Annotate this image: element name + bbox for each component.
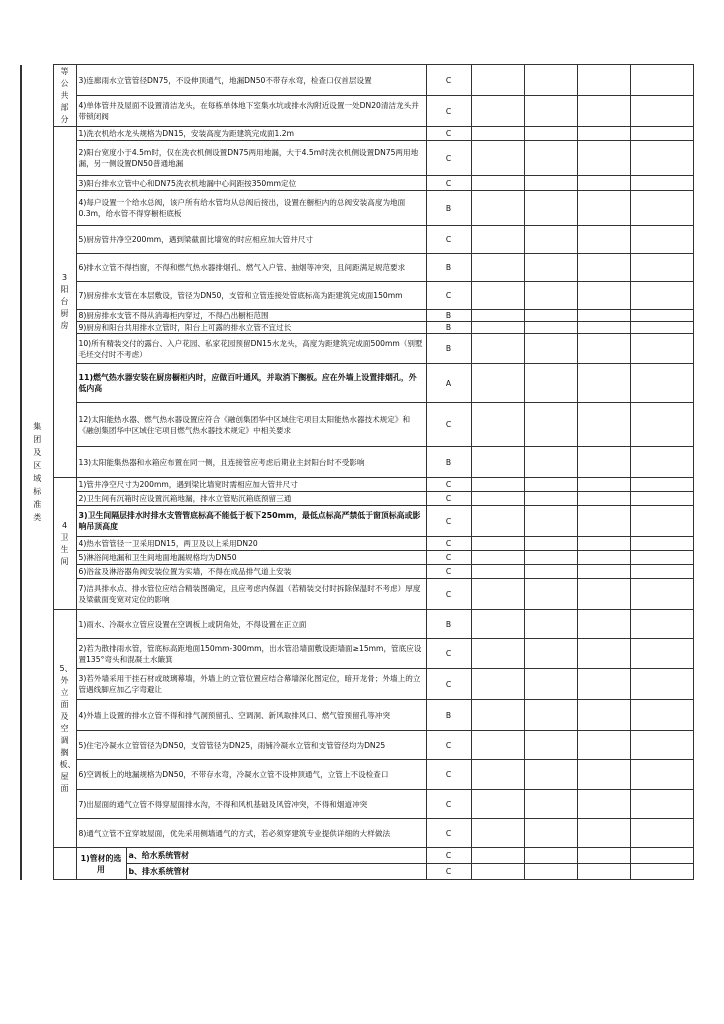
blank-cell bbox=[577, 790, 630, 819]
grade-cell: B bbox=[426, 447, 471, 478]
requirement-text: 4)外墙上设置的排水立管不得和排气洞预留孔、空调洞、新风取排风口、燃气管预留孔等冲突 bbox=[76, 700, 426, 731]
table-row bbox=[21, 334, 693, 364]
blank-cell bbox=[471, 848, 524, 864]
section-title: 3阳台厨房 bbox=[60, 273, 69, 330]
blank-cell bbox=[630, 760, 693, 790]
blank-cell bbox=[471, 669, 524, 700]
blank-cell bbox=[630, 65, 693, 96]
requirement-text: 12)太阳能热水器、燃气热水器设置应符合《融创集团华中区域住宅项目太阳能热水器技术规定》和《融创集团华中区域住宅项目燃气热水器技术规定》中相关要求 bbox=[76, 403, 426, 447]
requirement-text: 6)排水立管不得挡窗，不得和燃气热水器排烟孔、燃气入户管、抽烟等冲突，且间距满足规范要求 bbox=[76, 254, 426, 282]
blank-cell bbox=[577, 492, 630, 506]
grade-cell: C bbox=[426, 639, 471, 669]
grade-cell: C bbox=[426, 65, 471, 96]
grade-cell: B bbox=[426, 191, 471, 226]
requirement-text: 9)厨房和阳台共用排水立管时，阳台上可露的排水立管不宜过长 bbox=[76, 322, 426, 334]
blank-cell bbox=[630, 506, 693, 537]
blank-cell bbox=[471, 551, 524, 565]
blank-cell bbox=[577, 310, 630, 322]
requirement-text: 4)每户设置一个给水总阀，该户所有给水管均从总阀后接出，设置在橱柜内的总阀安装高度为地面0.3m，给水管不得穿橱柜底板 bbox=[76, 191, 426, 226]
blank-cell bbox=[471, 403, 524, 447]
grade-cell: C bbox=[426, 226, 471, 254]
blank-cell bbox=[577, 141, 630, 176]
blank-cell bbox=[577, 639, 630, 669]
requirement-text: 4)热水管管径一卫采用DN15，两卫及以上采用DN20 bbox=[76, 537, 426, 551]
blank-cell bbox=[524, 700, 577, 731]
grade-cell: C bbox=[426, 579, 471, 610]
blank-cell bbox=[471, 492, 524, 506]
standards-table bbox=[20, 64, 692, 880]
category-label: 集团及区域标准类 bbox=[33, 422, 42, 522]
blank-cell bbox=[630, 731, 693, 760]
grade-cell: C bbox=[426, 478, 471, 492]
blank-cell bbox=[577, 96, 630, 127]
table-row bbox=[21, 700, 693, 731]
table-row bbox=[21, 447, 693, 478]
table-row bbox=[21, 403, 693, 447]
blank-cell bbox=[630, 669, 693, 700]
blank-cell bbox=[524, 176, 577, 191]
blank-cell bbox=[577, 565, 630, 579]
section-title: 4卫生间 bbox=[60, 520, 69, 566]
blank-cell bbox=[471, 478, 524, 492]
grade-cell: C bbox=[426, 537, 471, 551]
blank-cell bbox=[471, 282, 524, 310]
blank-cell bbox=[471, 610, 524, 639]
blank-cell bbox=[577, 610, 630, 639]
blank-cell bbox=[577, 403, 630, 447]
table-row bbox=[21, 848, 693, 864]
requirement-text: 6)浴盆及淋浴器角阀安装位置为实墙，不得在成品排气道上安装 bbox=[76, 565, 426, 579]
blank-cell bbox=[524, 191, 577, 226]
blank-cell bbox=[524, 565, 577, 579]
blank-cell bbox=[471, 579, 524, 610]
blank-cell bbox=[524, 364, 577, 403]
table-row bbox=[21, 322, 693, 334]
blank-cell bbox=[471, 760, 524, 790]
blank-cell bbox=[630, 364, 693, 403]
requirement-text: 7)洁具排水点、排水管位应结合精装图确定，且应考虑内保温（若精装交付时拆除保温时不考虑）厚度及梁截面变宽对定位的影响 bbox=[76, 579, 426, 610]
blank-cell bbox=[524, 127, 577, 141]
blank-cell bbox=[630, 565, 693, 579]
blank-cell bbox=[471, 731, 524, 760]
blank-cell bbox=[630, 96, 693, 127]
section-title-cell bbox=[53, 478, 76, 610]
grade-cell: B bbox=[426, 254, 471, 282]
section-title-cell bbox=[53, 65, 76, 127]
grade-cell: C bbox=[426, 669, 471, 700]
blank-cell bbox=[471, 639, 524, 669]
blank-cell bbox=[630, 334, 693, 364]
blank-cell bbox=[524, 506, 577, 537]
blank-cell bbox=[471, 506, 524, 537]
blank-cell bbox=[577, 127, 630, 141]
grade-cell: C bbox=[426, 506, 471, 537]
blank-cell bbox=[630, 478, 693, 492]
grade-cell: C bbox=[426, 848, 471, 864]
blank-cell bbox=[630, 639, 693, 669]
requirement-text: 1)雨水、冷凝水立管应设置在空调板上或阴角处，不得设置在正立面 bbox=[76, 610, 426, 639]
table-row bbox=[21, 96, 693, 127]
blank-cell bbox=[630, 127, 693, 141]
spec-table bbox=[20, 64, 694, 880]
blank-cell bbox=[630, 700, 693, 731]
blank-cell bbox=[577, 760, 630, 790]
blank-cell bbox=[524, 819, 577, 848]
blank-cell bbox=[577, 506, 630, 537]
blank-cell bbox=[524, 141, 577, 176]
requirement-text: 6)空调板上的地漏规格为DN50，不带存水弯，冷凝水立管不设伸顶通气，立管上不设检查口 bbox=[76, 760, 426, 790]
table-row bbox=[21, 537, 693, 551]
table-row bbox=[21, 254, 693, 282]
grade-cell: C bbox=[426, 760, 471, 790]
table-row bbox=[21, 610, 693, 639]
blank-cell bbox=[630, 492, 693, 506]
grade-cell: C bbox=[426, 731, 471, 760]
requirement-text: b、排水系统管材 bbox=[126, 864, 426, 880]
requirement-text: a、给水系统管材 bbox=[126, 848, 426, 864]
blank-cell bbox=[471, 819, 524, 848]
blank-cell bbox=[630, 226, 693, 254]
section-title-cell bbox=[53, 848, 76, 880]
blank-cell bbox=[577, 579, 630, 610]
blank-cell bbox=[524, 478, 577, 492]
blank-cell bbox=[524, 790, 577, 819]
grade-cell: C bbox=[426, 127, 471, 141]
blank-cell bbox=[630, 310, 693, 322]
blank-cell bbox=[630, 403, 693, 447]
blank-cell bbox=[577, 700, 630, 731]
table-row bbox=[21, 492, 693, 506]
grade-cell: C bbox=[426, 141, 471, 176]
blank-cell bbox=[524, 403, 577, 447]
blank-cell bbox=[577, 551, 630, 565]
table-row bbox=[21, 310, 693, 322]
table-row bbox=[21, 760, 693, 790]
blank-cell bbox=[577, 819, 630, 848]
blank-cell bbox=[471, 176, 524, 191]
blank-cell bbox=[524, 322, 577, 334]
blank-cell bbox=[471, 334, 524, 364]
blank-cell bbox=[524, 310, 577, 322]
blank-cell bbox=[630, 282, 693, 310]
table-row bbox=[21, 565, 693, 579]
requirement-text: 2)卫生间有沉箱时应设置沉箱地漏，排水立管贴沉箱底预留三通 bbox=[76, 492, 426, 506]
table-row bbox=[21, 65, 693, 96]
grade-cell: C bbox=[426, 565, 471, 579]
blank-cell bbox=[524, 334, 577, 364]
blank-cell bbox=[577, 254, 630, 282]
grade-cell: B bbox=[426, 334, 471, 364]
blank-cell bbox=[471, 141, 524, 176]
table-row bbox=[21, 639, 693, 669]
blank-cell bbox=[471, 322, 524, 334]
grade-cell: B bbox=[426, 310, 471, 322]
table-row bbox=[21, 579, 693, 610]
blank-cell bbox=[471, 700, 524, 731]
table-row bbox=[21, 819, 693, 848]
blank-cell bbox=[630, 579, 693, 610]
blank-cell bbox=[524, 848, 577, 864]
requirement-text: 3)若外墙采用干挂石材或玻璃幕墙，外墙上的立管位置应结合幕墙深化图定位，暗开龙骨；外墙上的立管遇线脚应加乙字弯避让 bbox=[76, 669, 426, 700]
blank-cell bbox=[577, 364, 630, 403]
blank-cell bbox=[471, 864, 524, 880]
blank-cell bbox=[630, 322, 693, 334]
blank-cell bbox=[524, 864, 577, 880]
blank-cell bbox=[630, 191, 693, 226]
grade-cell: B bbox=[426, 322, 471, 334]
blank-cell bbox=[577, 848, 630, 864]
blank-cell bbox=[471, 127, 524, 141]
requirement-text: 11)燃气热水器安装在厨房橱柜内时，应做百叶通风，并取消下搁板。应在外墙上设置排烟孔，外低内高 bbox=[76, 364, 426, 403]
requirement-text: 7)出屋面的通气立管不得穿屋面排水沟，不得和风机基础及风管冲突，不得和烟道冲突 bbox=[76, 790, 426, 819]
blank-cell bbox=[524, 760, 577, 790]
section-title-cell bbox=[53, 610, 76, 848]
grade-cell: C bbox=[426, 492, 471, 506]
blank-cell bbox=[577, 226, 630, 254]
table-row bbox=[21, 364, 693, 403]
blank-cell bbox=[471, 790, 524, 819]
table-row bbox=[21, 141, 693, 176]
table-row bbox=[21, 669, 693, 700]
blank-cell bbox=[630, 447, 693, 478]
blank-cell bbox=[524, 610, 577, 639]
requirement-text: 8)通气立管不宜穿坡屋面，优先采用侧墙通气的方式，若必须穿建筑专业提供详细的大样做法 bbox=[76, 819, 426, 848]
blank-cell bbox=[630, 141, 693, 176]
table-row bbox=[21, 506, 693, 537]
requirement-text: 5)厨房管井净空200mm，遇到梁截面比墙宽的时应相应加大管井尺寸 bbox=[76, 226, 426, 254]
blank-cell bbox=[471, 310, 524, 322]
requirement-text: 4)单体管井及屋面不设置清洁龙头，在每栋单体地下室集水坑或排水沟附近设置一处DN20清洁龙头并带锁闭阀 bbox=[76, 96, 426, 127]
pipe-material-label: 1)管材的选用 bbox=[76, 848, 126, 880]
grade-cell: C bbox=[426, 403, 471, 447]
blank-cell bbox=[630, 551, 693, 565]
grade-cell: C bbox=[426, 176, 471, 191]
grade-cell: C bbox=[426, 864, 471, 880]
table-row bbox=[21, 127, 693, 141]
requirement-text: 13)太阳能集热器和水箱应布置在同一侧，且连接管应考虑后期业主封阳台时不受影响 bbox=[76, 447, 426, 478]
blank-cell bbox=[524, 254, 577, 282]
blank-cell bbox=[630, 819, 693, 848]
blank-cell bbox=[471, 364, 524, 403]
blank-cell bbox=[577, 731, 630, 760]
requirement-text: 3)阳台排水立管中心和DN75洗衣机地漏中心间距按350mm定位 bbox=[76, 176, 426, 191]
category-cell bbox=[21, 65, 53, 880]
blank-cell bbox=[577, 282, 630, 310]
blank-cell bbox=[471, 226, 524, 254]
grade-cell: A bbox=[426, 364, 471, 403]
table-row bbox=[21, 551, 693, 565]
grade-cell: C bbox=[426, 282, 471, 310]
blank-cell bbox=[471, 565, 524, 579]
blank-cell bbox=[524, 65, 577, 96]
blank-cell bbox=[577, 176, 630, 191]
blank-cell bbox=[471, 191, 524, 226]
requirement-text: 3)连廊雨水立管管径DN75，不设伸顶通气，地漏DN50不带存水弯，检查口仅首层设置 bbox=[76, 65, 426, 96]
blank-cell bbox=[577, 478, 630, 492]
table-row bbox=[21, 191, 693, 226]
blank-cell bbox=[577, 669, 630, 700]
blank-cell bbox=[577, 191, 630, 226]
grade-cell: C bbox=[426, 551, 471, 565]
blank-cell bbox=[524, 731, 577, 760]
blank-cell bbox=[524, 492, 577, 506]
requirement-text: 7)厨房排水支管在本层敷设，管径为DN50，支管和立管连接处管底标高为距建筑完成面150mm bbox=[76, 282, 426, 310]
grade-cell: C bbox=[426, 790, 471, 819]
blank-cell bbox=[524, 226, 577, 254]
blank-cell bbox=[524, 639, 577, 669]
table-row bbox=[21, 790, 693, 819]
blank-cell bbox=[577, 864, 630, 880]
section-title-cell bbox=[53, 127, 76, 478]
blank-cell bbox=[630, 848, 693, 864]
blank-cell bbox=[577, 65, 630, 96]
table-row bbox=[21, 478, 693, 492]
blank-cell bbox=[630, 610, 693, 639]
table-row bbox=[21, 731, 693, 760]
table-row bbox=[21, 226, 693, 254]
blank-cell bbox=[630, 254, 693, 282]
blank-cell bbox=[524, 537, 577, 551]
grade-cell: C bbox=[426, 819, 471, 848]
blank-cell bbox=[524, 96, 577, 127]
blank-cell bbox=[577, 537, 630, 551]
blank-cell bbox=[577, 447, 630, 478]
blank-cell bbox=[630, 537, 693, 551]
grade-cell: B bbox=[426, 610, 471, 639]
table-row bbox=[21, 282, 693, 310]
blank-cell bbox=[524, 447, 577, 478]
requirement-text: 1)管井净空尺寸为200mm，遇到梁比墙宽时需相应加大管井尺寸 bbox=[76, 478, 426, 492]
blank-cell bbox=[471, 65, 524, 96]
blank-cell bbox=[524, 579, 577, 610]
grade-cell: C bbox=[426, 96, 471, 127]
table-row bbox=[21, 176, 693, 191]
section-title: 等公共部分 bbox=[60, 66, 69, 124]
requirement-text: 5)住宅冷凝水立管管径为DN50，支管管径为DN25，雨铺冷凝水立管和支管管径均为DN25 bbox=[76, 731, 426, 760]
section-title: 5、外立面及空调搁板、屋面 bbox=[59, 663, 76, 793]
blank-cell bbox=[577, 334, 630, 364]
requirement-text: 10)所有精装交付的露台、入户花园、私家花园预留DN15水龙头，高度为距建筑完成面500mm（别墅毛坯交付时不考虑） bbox=[76, 334, 426, 364]
grade-cell: B bbox=[426, 700, 471, 731]
blank-cell bbox=[577, 322, 630, 334]
blank-cell bbox=[524, 551, 577, 565]
blank-cell bbox=[471, 537, 524, 551]
blank-cell bbox=[471, 254, 524, 282]
blank-cell bbox=[524, 282, 577, 310]
requirement-text: 2)阳台宽度小于4.5m时，仅在洗衣机侧设置DN75两用地漏，大于4.5m时洗衣机侧设置DN75两用地漏，另一侧设置DN50普通地漏 bbox=[76, 141, 426, 176]
blank-cell bbox=[524, 669, 577, 700]
blank-cell bbox=[630, 790, 693, 819]
requirement-text: 3)卫生间隔层排水时排水支管管底标高不能低于板下250mm，最低点标高严禁低于窗顶标高或影响吊顶高度 bbox=[76, 506, 426, 537]
blank-cell bbox=[471, 96, 524, 127]
requirement-text: 1)洗衣机给水龙头规格为DN15，安装高度为距建筑完成面1.2m bbox=[76, 127, 426, 141]
blank-cell bbox=[630, 176, 693, 191]
requirement-text: 8)厨房排水支管不得从消毒柜内穿过，不得凸出橱柜范围 bbox=[76, 310, 426, 322]
blank-cell bbox=[630, 864, 693, 880]
blank-cell bbox=[471, 447, 524, 478]
requirement-text: 2)若为散排雨水管，管底标高距地面150mm-300mm，出水管沿墙面敷设距墙面≥15mm，管底应设置135°弯头和混凝土水簸箕 bbox=[76, 639, 426, 669]
requirement-text: 5)淋浴间地漏和卫生间地面地漏规格均为DN50 bbox=[76, 551, 426, 565]
